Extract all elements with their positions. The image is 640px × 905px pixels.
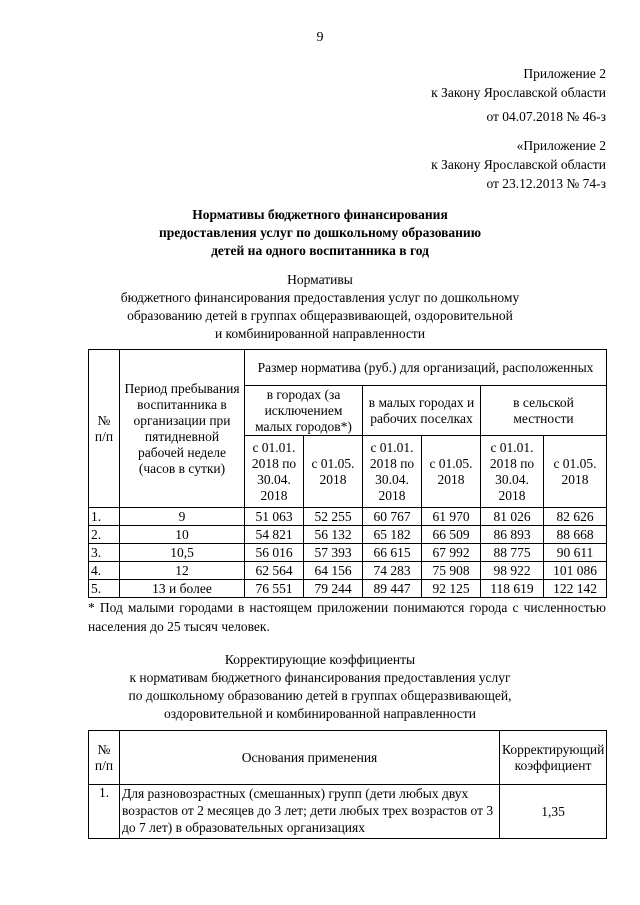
table-row	[89, 580, 607, 598]
row-value: 88 668	[544, 526, 607, 544]
row-value: 60 767	[363, 508, 422, 526]
section1-title-line1: Нормативы	[287, 272, 353, 287]
row-number: 3.	[89, 544, 120, 562]
row-coefficient: 1,35	[500, 785, 607, 839]
table-row	[89, 562, 607, 580]
row-value: 51 063	[245, 508, 304, 526]
row-value: 66 615	[363, 544, 422, 562]
section2-title-line1: Корректирующие коэффициенты	[224, 652, 416, 667]
table1-group-cities: в городах (за исключением малых городов*)	[245, 386, 363, 436]
table1-period-header: Период пребывания воспитанника в организации при пятидневной рабочей неделе (часов в сутки)	[120, 350, 245, 508]
row-value: 86 893	[481, 526, 544, 544]
section1-title-line4: и комбинированной направленности	[214, 326, 426, 341]
main-title-line2: предоставления услуг по дошкольному образованию	[158, 225, 482, 240]
row-value: 56 132	[304, 526, 363, 544]
row-value: 118 619	[481, 580, 544, 598]
table1-period-b: с 01.05. 2018	[544, 436, 607, 508]
table1-num-header: № п/п	[89, 350, 120, 508]
row-value: 65 182	[363, 526, 422, 544]
appendix-header	[431, 64, 606, 126]
row-number: 1.	[89, 508, 120, 526]
row-value: 88 775	[481, 544, 544, 562]
row-period: 13 и более	[120, 580, 245, 598]
row-value: 66 509	[422, 526, 481, 544]
row-value: 79 244	[304, 580, 363, 598]
row-value: 74 283	[363, 562, 422, 580]
row-value: 62 564	[245, 562, 304, 580]
footnote: * Под малыми городами в настоящем приложении понимаются города с численностью населения до 25 тысяч человек.	[88, 600, 606, 634]
appendix-line3: от 04.07.2018 № 46-з	[486, 109, 606, 124]
row-value: 56 016	[245, 544, 304, 562]
table1-group-rural: в сельской местности	[481, 386, 607, 436]
appendix-old-line3: от 23.12.2013 № 74-з	[486, 176, 606, 191]
table2-basis-header: Основания применения	[120, 731, 500, 785]
row-period: 10	[120, 526, 245, 544]
section2-title-line3: по дошкольному образованию детей в группах общеразвивающей,	[128, 688, 512, 703]
row-value: 101 086	[544, 562, 607, 580]
table-row	[89, 785, 607, 839]
table1-size-header: Размер норматива (руб.) для организаций, расположенных	[245, 350, 607, 386]
row-number: 2.	[89, 526, 120, 544]
table1-group-small: в малых городах и рабочих поселках	[363, 386, 481, 436]
row-period: 10,5	[120, 544, 245, 562]
main-title	[0, 206, 640, 260]
coefficients-table	[88, 730, 607, 839]
row-number: 5.	[89, 580, 120, 598]
main-title-line3: детей на одного воспитанника в год	[211, 243, 429, 258]
row-period: 12	[120, 562, 245, 580]
table1-period-b: с 01.05. 2018	[304, 436, 363, 508]
appendix-old-line1: «Приложение 2	[516, 138, 606, 153]
row-number: 1.	[89, 785, 120, 839]
row-value: 89 447	[363, 580, 422, 598]
row-value: 81 026	[481, 508, 544, 526]
row-value: 57 393	[304, 544, 363, 562]
section1-title-line3: образованию детей в группах общеразвивающей, оздоровительной	[127, 308, 513, 323]
main-title-line1: Нормативы бюджетного финансирования	[192, 207, 448, 222]
row-value: 52 255	[304, 508, 363, 526]
appendix-old-header	[431, 136, 606, 193]
norms-table	[88, 349, 607, 598]
row-value: 67 992	[422, 544, 481, 562]
row-value: 64 156	[304, 562, 363, 580]
section2-title	[0, 651, 640, 723]
row-value: 75 908	[422, 562, 481, 580]
row-value: 54 821	[245, 526, 304, 544]
section1-title	[0, 271, 640, 343]
table2-num-header: № п/п	[89, 731, 120, 785]
section2-title-line4: оздоровительной и комбинированной направленности	[163, 706, 477, 721]
row-value: 82 626	[544, 508, 607, 526]
section1-title-line2: бюджетного финансирования предоставления услуг по дошкольному	[120, 290, 520, 305]
table-row	[89, 544, 607, 562]
row-period: 9	[120, 508, 245, 526]
table-row	[89, 526, 607, 544]
table-row	[89, 508, 607, 526]
row-value: 122 142	[544, 580, 607, 598]
row-number: 4.	[89, 562, 120, 580]
table1-period-a: с 01.01. 2018 по 30.04. 2018	[481, 436, 544, 508]
appendix-line2: к Закону Ярославской области	[431, 85, 606, 100]
table1-period-b: с 01.05. 2018	[422, 436, 481, 508]
table2-coef-header: Корректирующий коэффициент	[500, 731, 607, 785]
table1-period-a: с 01.01. 2018 по 30.04. 2018	[363, 436, 422, 508]
row-value: 92 125	[422, 580, 481, 598]
row-value: 61 970	[422, 508, 481, 526]
page-number: 9	[316, 30, 324, 45]
section2-title-line2: к нормативам бюджетного финансирования предоставления услуг	[129, 670, 511, 685]
appendix-old-line2: к Закону Ярославской области	[431, 157, 606, 172]
row-value: 76 551	[245, 580, 304, 598]
row-value: 98 922	[481, 562, 544, 580]
row-value: 90 611	[544, 544, 607, 562]
appendix-line1: Приложение 2	[523, 66, 606, 81]
table1-period-a: с 01.01. 2018 по 30.04. 2018	[245, 436, 304, 508]
row-basis: Для разновозрастных (смешанных) групп (дети любых двух возрастов от 2 месяцев до 3 лет; дети любых трех возрастов от 3 до 7 лет) в образовательных организациях	[120, 785, 500, 839]
